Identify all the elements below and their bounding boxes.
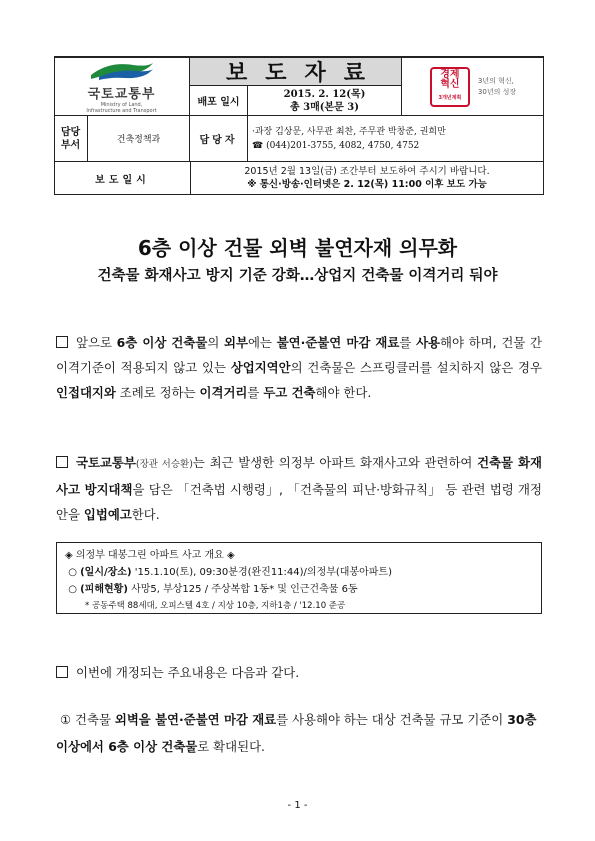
embargo-line-2: ※ 통신·방송·인터넷은 2. 12(목) 11:00 이후 보도 가능 (247, 179, 487, 190)
press-release-title: 보도자료 (190, 58, 402, 86)
circle-bullet-icon: ○ (68, 584, 77, 595)
department-label-2: 부서 (60, 139, 81, 151)
department-label (54, 116, 88, 161)
campaign-banner (402, 58, 544, 116)
paragraph-1 (56, 330, 542, 405)
ministry-name: 국토교통부 (87, 87, 156, 102)
p1-bold: 외부 (224, 335, 248, 350)
p2-text: 한다. (131, 507, 160, 522)
item1-text: 를 사용해야 하는 대상 건축물 규모 기준이 (276, 712, 508, 727)
box-line-1 (65, 564, 533, 581)
circle-bullet-icon: ○ (68, 567, 77, 578)
p1-bold: 사용 (416, 335, 441, 350)
p1-text: 의 (207, 335, 225, 350)
checkbox-bullet-icon (56, 666, 68, 678)
department-value: 건축정책과 (88, 116, 190, 161)
paragraph-2 (56, 450, 542, 527)
checkbox-bullet-icon (56, 336, 68, 348)
campaign-slogan-2: 30년의 성장 (477, 87, 517, 96)
p1-text: 를 (247, 385, 264, 400)
box-line-2 (65, 581, 533, 598)
box-line-2-label: (피해현황) (80, 584, 128, 595)
p1-bold: 두고 건축 (263, 385, 316, 400)
p1-bold: 불연·준불연 마감 재료 (276, 335, 400, 350)
item1-bold: 외벽을 불연·준불연 마감 재료 (114, 712, 277, 727)
p1-bold: 인접대지와 (56, 385, 116, 400)
ministry-name-en-1: Ministry of Land, (100, 102, 143, 108)
accident-overview-box (56, 542, 542, 614)
embargo-label: 보도일시 (55, 162, 191, 194)
economic-innovation-logo-icon (430, 67, 470, 107)
box-heading: ◈ 의정부 대봉그린 아파트 사고 개요 ◈ (65, 550, 235, 561)
p2-bold: 건축물 화재사고 방지대책 (56, 455, 542, 497)
embargo-row (54, 161, 544, 195)
p1-text: 조례로 정하는 (115, 385, 200, 400)
contact-label: 담당자 (190, 116, 248, 161)
item-1 (56, 706, 542, 760)
campaign-slogan-1: 3년의 혁신, (477, 76, 514, 85)
embargo-line-1: 2015년 2월 13일(금) 조간부터 보도하여 주시기 바랍니다. (244, 166, 490, 177)
box-line-1-label: (일시/장소) (80, 567, 132, 578)
campaign-logo-text-3: 3개년계획 (438, 95, 462, 101)
p1-bold: 6층 이상 건축물 (116, 335, 208, 350)
distribution-pages: 총 3매(본문 3) (290, 101, 359, 113)
p1-bold: 이격거리 (199, 385, 248, 400)
campaign-logo-text-1: 경제 (440, 69, 460, 80)
item1-text: 로 확대된다. (197, 739, 265, 754)
distribution-date: 2015. 2. 12(목) (283, 88, 366, 100)
p1-text: 앞으로 (76, 335, 117, 350)
p1-bold: 상업지역안 (230, 360, 291, 375)
distribution-label: 배포 일시 (190, 86, 248, 116)
headline: 6층 이상 건물 외벽 불연자재 의무화 (137, 236, 458, 260)
embargo-info (191, 162, 543, 194)
page-number: - 1 - (287, 800, 308, 811)
department-label-1: 담당 (60, 126, 81, 138)
contact-names: ·과장 김상문, 사무관 최찬, 주무관 박창준, 권희만 (252, 126, 446, 137)
p2-bold: 국토교통부 (76, 455, 136, 470)
p3-text: 이번에 개정되는 주요내용은 다음과 같다. (76, 665, 300, 680)
p2-text: 을 담은 「건축법 시행령」, 「건축물의 피난·방화규칙」 등 관련 법령 개정안을 (56, 482, 542, 522)
item1-bold: 30층 이상에서 6층 이상 건축물 (56, 712, 537, 754)
contact-info (248, 116, 544, 161)
ministry-name-en-2: Infrastructure and Transport (86, 108, 157, 114)
p2-minister-note: (장관 서승환) (135, 459, 193, 470)
p2-text: 는 최근 발생한 의정부 아파트 화재사고와 관련하여 (192, 455, 478, 470)
box-line-2-text: 사망5, 부상125 / 주상복합 1동* 및 인근건축물 6동 (127, 584, 358, 595)
item-number: ① (59, 712, 72, 727)
p1-text: 해야 하며, 건물 간 이격기준이 적용되지 않고 있는 (56, 335, 542, 375)
ministry-emblem-icon (89, 59, 155, 81)
distribution-info (248, 86, 402, 116)
p2-bold: 입법예고 (83, 507, 132, 522)
checkbox-bullet-icon (56, 456, 68, 468)
contact-phone: ☎ (044)201-3755, 4082, 4750, 4752 (252, 140, 420, 151)
campaign-slogan (478, 76, 516, 98)
subheadline: 건축물 화재사고 방지 기준 강화…상업지 건축물 이격거리 둬야 (97, 268, 498, 284)
paragraph-3 (56, 660, 542, 685)
item1-text: 건축물 (71, 712, 115, 727)
box-line-1-text: '15.1.10(토), 09:30분경(완진11:44)/의정부(대봉아파트) (131, 567, 392, 578)
p1-text: 를 (399, 335, 417, 350)
campaign-logo-text-2: 혁신 (440, 79, 460, 90)
p1-text: 해야 한다. (315, 385, 372, 400)
box-footnote: * 공동주택 88세대, 오피스텔 4호 / 지상 10층, 지하1층 / '12.10 준공 (85, 601, 346, 611)
ministry-logo (54, 58, 190, 116)
p1-text: 에는 (248, 335, 277, 350)
p1-text: 의 건축물은 스프링클러를 설치하지 않은 경우 (290, 360, 542, 375)
